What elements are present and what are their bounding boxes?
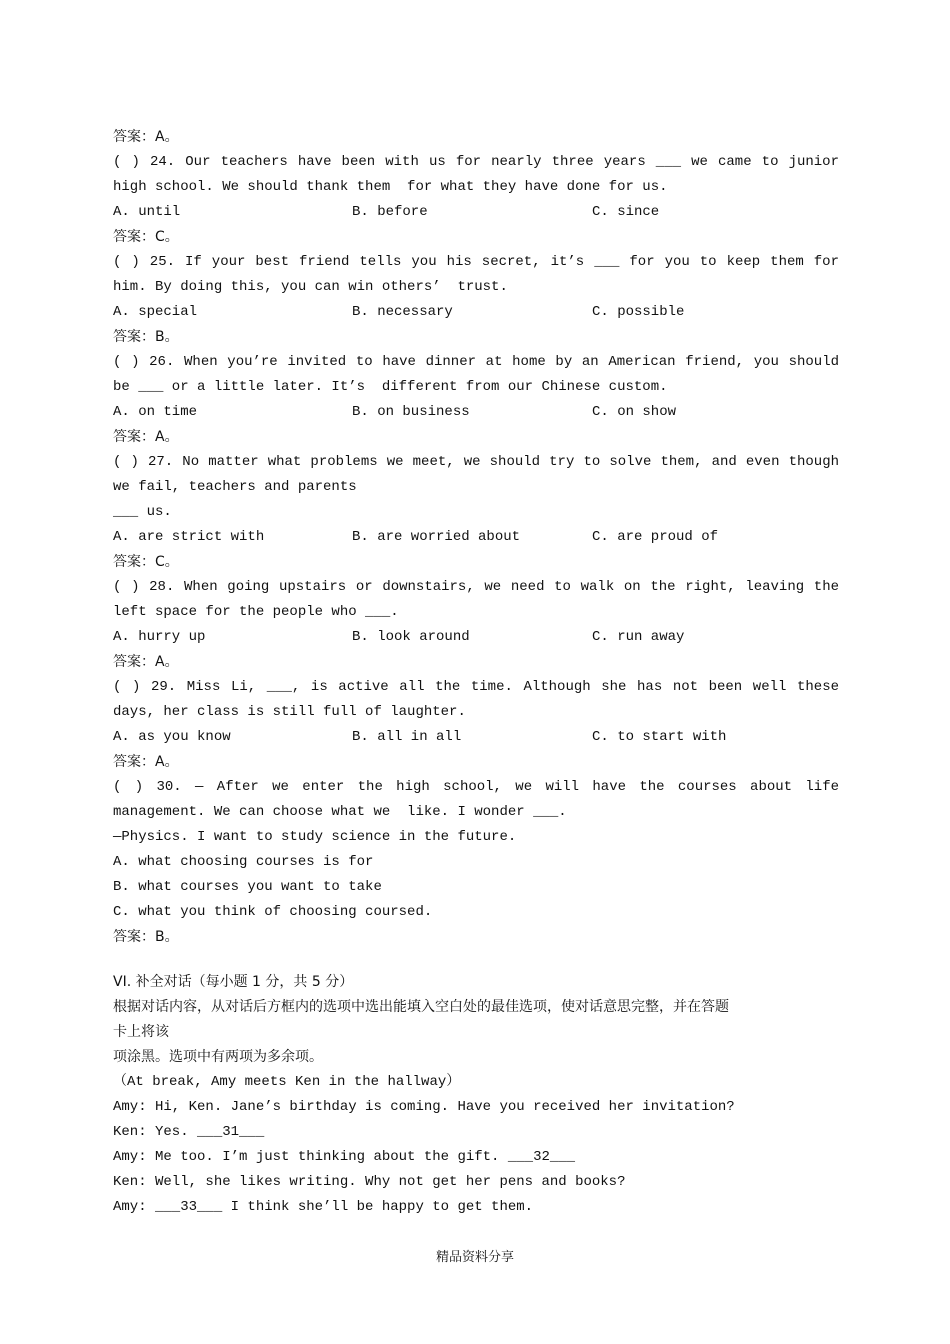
q29-line1: ( ) 29. Miss Li, ___, is active all the time. Although she has not been well these [113, 679, 839, 695]
q25-option-b: B. necessary [352, 304, 453, 320]
q27-option-a: A. are strict with [113, 529, 265, 545]
q29-answer: 答案：A。 [113, 754, 179, 770]
dialogue-line-3: Amy: Me too. I’m just thinking about the gift. ___32___ [113, 1149, 576, 1165]
q28-line1: ( ) 28. When going upstairs or downstairs, we need to walk on the right, leaving the [113, 579, 839, 595]
q30-line3: —Physics. I want to study science in the future. [113, 829, 517, 845]
page-footer: 精品资料分享 [435, 1250, 514, 1265]
section6-instruction-3: 项涂黑。选项中有两项为多余项。 [113, 1049, 323, 1065]
q24-option-a: A. until [113, 204, 181, 220]
q26-answer: 答案：A。 [113, 429, 179, 445]
section6-instruction-1: 根据对话内容，从对话后方框内的选项中选出能填入空白处的最佳选项，使对话意思完整，并在答题 [113, 999, 729, 1015]
q27-option-b: B. are worried about [352, 529, 521, 545]
q29-option-a: A. as you know [113, 729, 231, 745]
q25-answer: 答案：B。 [113, 329, 179, 345]
q24-option-c: C. since [592, 204, 660, 220]
q27-answer: 答案：C。 [113, 554, 179, 570]
q30-option-c: C. what you think of choosing coursed. [113, 904, 433, 920]
section-gap [113, 950, 839, 970]
dialogue-line-4: Ken: Well, she likes writing. Why not get her pens and books? [113, 1174, 626, 1190]
q26-option-c: C. on show [592, 404, 677, 420]
q27-line1: ( ) 27. No matter what problems we meet, we should try to solve them, and even though [113, 454, 839, 470]
q27-options [113, 525, 839, 550]
dialogue-line-1: Amy: Hi, Ken. Jane’s birthday is coming. Have you received her invitation? [113, 1099, 735, 1115]
dialogue-line-2: Ken: Yes. ___31___ [113, 1124, 265, 1140]
dialogue-line-5: Amy: ___33___ I think she’ll be happy to get them. [113, 1199, 534, 1215]
section6-title: VI. 补全对话（每小题 1 分，共 5 分） [113, 974, 354, 990]
section6-instruction-2: 卡上将该 [113, 1024, 169, 1040]
q29-option-b: B. all in all [352, 729, 462, 745]
q25-line2: him. By doing this, you can win others’ trust. [113, 279, 508, 295]
q30-line1: ( ) 30. — After we enter the high school, we will have the courses about life [113, 779, 839, 795]
q30-line2: management. We can choose what we like. I wonder ___. [113, 804, 567, 820]
q25-option-c: C. possible [592, 304, 685, 320]
q24-line2: high school. We should thank them for what they have done for us. [113, 179, 668, 195]
q30-option-b: B. what courses you want to take [113, 879, 382, 895]
q28-line2: left space for the people who ___. [113, 604, 399, 620]
q26-line1: ( ) 26. When you’re invited to have dinner at home by an American friend, you should [113, 354, 839, 370]
q30-option-a: A. what choosing courses is for [113, 854, 374, 870]
q25-line1: ( ) 25. If your best friend tells you his secret, it’s ___ for you to keep them for [113, 254, 839, 270]
document-page [113, 125, 839, 1220]
q28-answer: 答案：A。 [113, 654, 179, 670]
q25-options [113, 300, 839, 325]
dialogue-scene: （At break, Amy meets Ken in the hallway） [113, 1074, 461, 1090]
q28-options [113, 625, 839, 650]
q29-options [113, 725, 839, 750]
q28-option-c: C. run away [592, 629, 685, 645]
q30-answer: 答案：B。 [113, 929, 179, 945]
q24-options [113, 200, 839, 225]
q26-option-b: B. on business [352, 404, 470, 420]
q29-line2: days, her class is still full of laughter. [113, 704, 466, 720]
q28-option-b: B. look around [352, 629, 470, 645]
q27-line3: ___ us. [113, 504, 172, 520]
q26-line2: be ___ or a little later. It’s different from our Chinese custom. [113, 379, 668, 395]
q26-option-a: A. on time [113, 404, 198, 420]
q27-line2: we fail, teachers and parents [113, 479, 357, 495]
q24-answer: 答案：C。 [113, 229, 179, 245]
answer-23: 答案：A。 [113, 129, 179, 145]
q24-option-b: B. before [352, 204, 428, 220]
q26-options [113, 400, 839, 425]
q24-line1: ( ) 24. Our teachers have been with us for nearly three years ___ we came to junior [113, 154, 839, 170]
q25-option-a: A. special [113, 304, 198, 320]
q29-option-c: C. to start with [592, 729, 727, 745]
q28-option-a: A. hurry up [113, 629, 206, 645]
q27-option-c: C. are proud of [592, 529, 719, 545]
